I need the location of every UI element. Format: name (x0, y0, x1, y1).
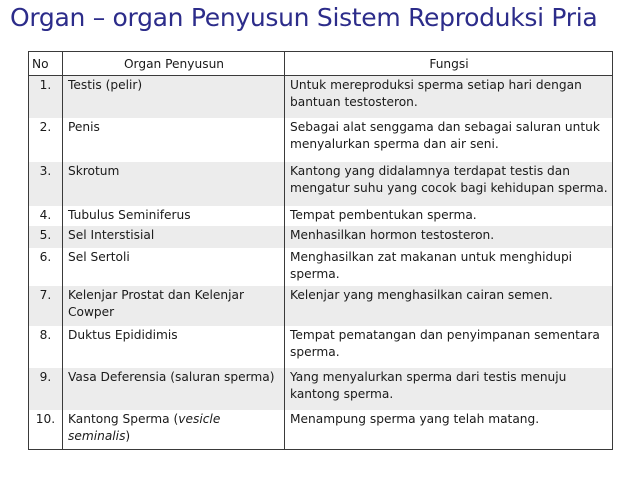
row-number: 4. (29, 206, 63, 226)
row-number: 1. (29, 76, 63, 118)
table-row (29, 162, 613, 206)
organ-name-tail: ) (125, 428, 131, 443)
organ-cell (63, 76, 285, 118)
row-number: 3. (29, 162, 63, 206)
row-number: 7. (29, 286, 63, 326)
header-organ: Organ Penyusun (63, 52, 285, 76)
fungsi-cell: Kantong yang didalamnya terdapat testis dan mengatur suhu yang cocok bagi kehidupan sperma. (285, 162, 613, 206)
header-no: No (29, 52, 63, 76)
organ-name: Kantong Sperma ( (68, 411, 179, 426)
fungsi-cell: Untuk mereproduksi sperma setiap hari dengan bantuan testosteron. (285, 76, 613, 118)
fungsi-cell: Tempat pematangan dan penyimpanan sementara sperma. (285, 326, 613, 368)
table-row (29, 368, 613, 410)
fungsi-cell: Kelenjar yang menghasilkan cairan semen. (285, 286, 613, 326)
header-fungsi: Fungsi (285, 52, 613, 76)
organ-cell (63, 368, 285, 410)
fungsi-cell: Sebagai alat senggama dan sebagai saluran untuk menyalurkan sperma dan air seni. (285, 118, 613, 162)
fungsi-cell: Menhasilkan hormon testosteron. (285, 226, 613, 248)
organ-name: Sel Sertoli (68, 249, 130, 264)
row-number: 6. (29, 248, 63, 286)
row-number: 8. (29, 326, 63, 368)
table-row (29, 118, 613, 162)
organ-name: Penis (68, 119, 100, 134)
organ-table (28, 51, 613, 450)
row-number: 9. (29, 368, 63, 410)
table-row (29, 326, 613, 368)
organ-cell (63, 118, 285, 162)
organ-name: Duktus Epididimis (68, 327, 178, 342)
row-number: 10. (29, 410, 63, 450)
table-row (29, 226, 613, 248)
table-row (29, 286, 613, 326)
organ-name: Skrotum (68, 163, 120, 178)
organ-cell (63, 286, 285, 326)
table-row (29, 248, 613, 286)
organ-cell (63, 226, 285, 248)
fungsi-cell: Menampung sperma yang telah matang. (285, 410, 613, 450)
organ-name: Tubulus Seminiferus (68, 207, 191, 222)
table-body (29, 76, 613, 450)
header-row (29, 52, 613, 76)
organ-name: Vasa Deferensia (saluran sperma) (68, 369, 275, 384)
organ-cell (63, 162, 285, 206)
organ-cell (63, 410, 285, 450)
organ-name: Testis (pelir) (68, 78, 143, 92)
table-row (29, 76, 613, 118)
table-row (29, 410, 613, 450)
organ-cell (63, 326, 285, 368)
organ-cell (63, 206, 285, 226)
fungsi-cell: Tempat pembentukan sperma. (285, 206, 613, 226)
table-row (29, 206, 613, 226)
row-number: 2. (29, 118, 63, 162)
row-number: 5. (29, 226, 63, 248)
fungsi-cell: Menghasilkan zat makanan untuk menghidupi sperma. (285, 248, 613, 286)
organ-name: Kelenjar Prostat dan Kelenjar Cowper (68, 287, 244, 319)
organ-name-italic: vesicle seminalis (68, 411, 221, 443)
organ-cell (63, 248, 285, 286)
organ-name: Sel Interstisial (68, 227, 155, 242)
fungsi-cell: Yang menyalurkan sperma dari testis menuju kantong sperma. (285, 368, 613, 410)
page-title: Organ – organ Penyusun Sistem Reproduksi Pria (10, 3, 598, 32)
